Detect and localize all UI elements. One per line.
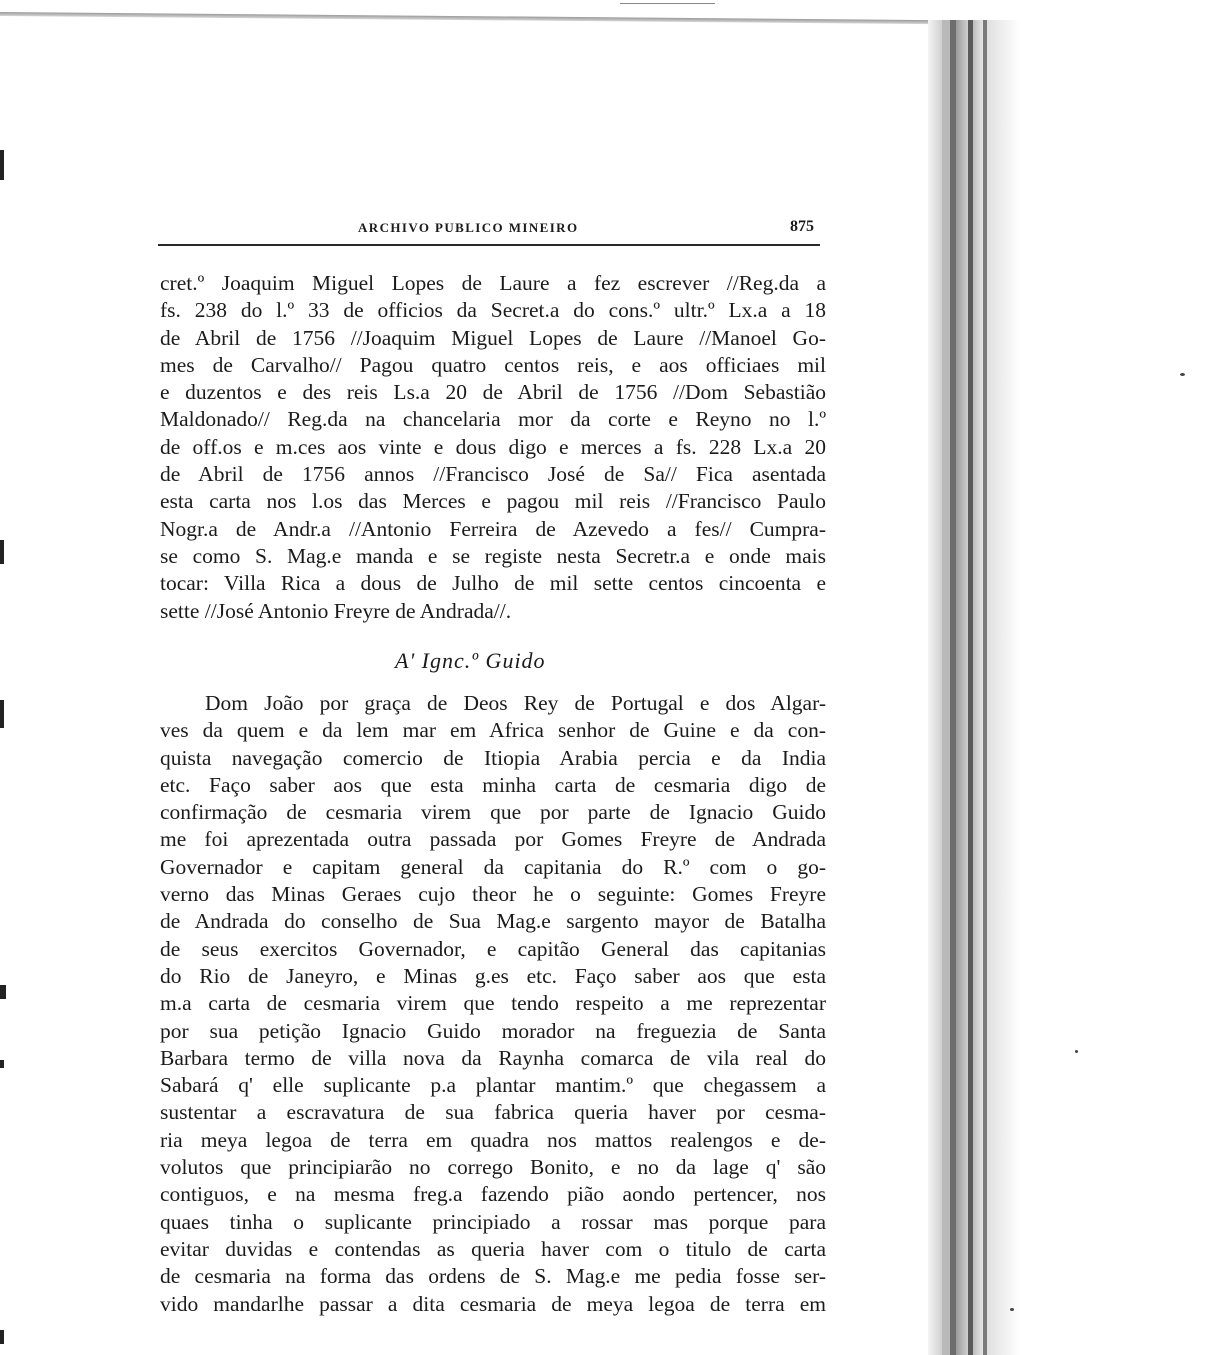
text-line: volutos que principiarão no corrego Bonito, e no da lage q' são	[160, 1155, 826, 1180]
text-line: tocar: Villa Rica a dous de Julho de mil sette centos cincoenta e	[160, 571, 826, 596]
text-line: esta carta nos l.os das Merces e pagou mil reis //Francisco Paulo	[160, 489, 826, 514]
body-paragraph-1	[160, 270, 826, 625]
page-top-shadow	[0, 12, 930, 24]
text-line: Dom João por graça de Deos Rey de Portugal e dos Algar-	[205, 691, 826, 715]
text-line: de Abril de 1756 //Joaquim Miguel Lopes de Laure //Manoel Go-	[160, 325, 826, 350]
text-line: ria meya legoa de terra em quadra nos mattos realengos e de-	[160, 1127, 826, 1152]
body-paragraph-2	[160, 690, 826, 1318]
scan-left-margin-marks	[0, 0, 8, 1355]
text-line: etc. Faço saber aos que esta minha carta de cesmaria digo de	[160, 772, 826, 797]
text-line: fs. 238 do l.º 33 de officios da Secret.a do cons.º ultr.º Lx.a a 18	[160, 298, 826, 323]
text-line: Nogr.a de Andr.a //Antonio Ferreira de Azevedo a fes// Cumpra-	[160, 516, 826, 541]
text-line: me foi aprezentada outra passada por Gomes Freyre de Andrada	[160, 827, 826, 852]
scan-speck	[1075, 1050, 1078, 1053]
text-line: confirmação de cesmaria virem que por parte de Ignacio Guido	[160, 800, 826, 825]
text-line: de seus exercitos Governador, e capitão General das capitanias	[160, 936, 826, 961]
text-line: Maldonado// Reg.da na chancelaria mor da corte e Reyno no l.º	[160, 407, 826, 432]
text-line: cret.º Joaquim Miguel Lopes de Laure a fez escrever //Reg.da a	[160, 271, 826, 295]
text-line: quista navegação comercio de Itiopia Arabia percia e da India	[160, 745, 826, 770]
text-line: por sua petição Ignacio Guido morador na freguezia de Santa	[160, 1018, 826, 1043]
text-line: mes de Carvalho// Pagou quatro centos reis, e aos officiaes mil	[160, 352, 826, 377]
text-line: Sabará q' elle suplicante p.a plantar mantim.º que chegassem a	[160, 1073, 826, 1098]
text-line: Governador e capitam general da capitania do R.º com o go-	[160, 854, 826, 879]
text-line: sustentar a escravatura de sua fabrica queria haver por cesma-	[160, 1100, 826, 1125]
page-header	[158, 214, 820, 246]
text-line: verno das Minas Geraes cujo theor he o seguinte: Gomes Freyre	[160, 882, 826, 907]
text-line: se como S. Mag.e manda e se registe nesta Secretr.a e onde mais	[160, 543, 826, 568]
book-spine-edge	[928, 20, 1020, 1355]
scan-speck	[1010, 1308, 1014, 1311]
text-line: de Abril de 1756 annos //Francisco José de Sa// Fica asentada	[160, 462, 826, 487]
text-line: de off.os e m.ces aos vinte e dous digo e merces a fs. 228 Lx.a 20	[160, 434, 826, 459]
text-line: do Rio de Janeyro, e Minas g.es etc. Faço saber aos que esta	[160, 963, 826, 988]
text-line: vido mandarlhe passar a dita cesmaria de meya legoa de terra em	[160, 1291, 826, 1316]
scan-edge-line	[620, 3, 715, 4]
scan-speck	[1180, 373, 1185, 376]
text-line: evitar duvidas e contendas as queria haver com o titulo de carta	[160, 1236, 826, 1261]
text-line: contiguos, e na mesma freg.a fazendo pião aondo pertencer, nos	[160, 1182, 826, 1207]
section-heading: A' Ignc.º Guido	[395, 648, 546, 673]
running-title: ARCHIVO PUBLICO MINEIRO	[358, 220, 579, 235]
text-line: ves da quem e da lem mar em Africa senhor de Guine e da con-	[160, 718, 826, 743]
page-number: 875	[790, 218, 814, 235]
text-line: de cesmaria na forma das ordens de S. Mag.e me pedia fosse ser-	[160, 1264, 826, 1289]
text-line: e duzentos e des reis Ls.a 20 de Abril de 1756 //Dom Sebastião	[160, 380, 826, 405]
text-line: de Andrada do conselho de Sua Mag.e sargento mayor de Batalha	[160, 909, 826, 934]
text-line: quaes tinha o suplicante principiado a rossar mas porque para	[160, 1209, 826, 1234]
text-line: m.a carta de cesmaria virem que tendo respeito a me reprezentar	[160, 991, 826, 1016]
text-line: sette //José Antonio Freyre de Andrada//.	[160, 598, 512, 623]
text-line: Barbara termo de villa nova da Raynha comarca de vila real do	[160, 1045, 826, 1070]
